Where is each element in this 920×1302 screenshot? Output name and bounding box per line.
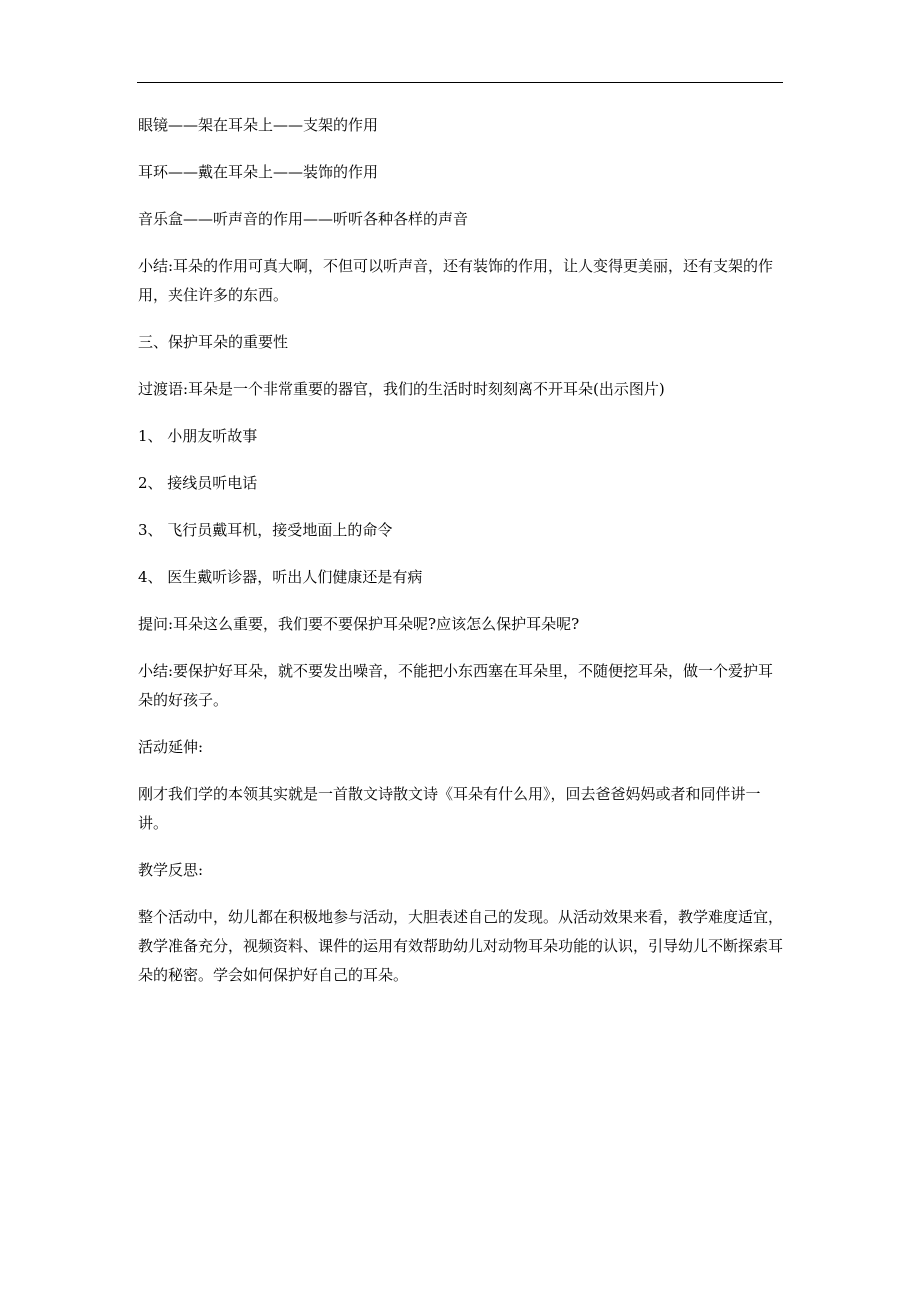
heading-activity-extension: 活动延伸: xyxy=(138,738,204,756)
section-heading-protect-ears: 三、保护耳朵的重要性 xyxy=(138,333,289,351)
paragraph-summary-1: 小结:耳朵的作用可真大啊，不但可以听声音，还有装饰的作用，让人变得更美丽，还有支架的作用，夹住许多的东西。 xyxy=(138,257,774,304)
list-item-2: 2、 接线员听电话 xyxy=(138,474,258,492)
paragraph-extension: 刚才我们学的本领其实就是一首散文诗散文诗《耳朵有什么用》，回去爸爸妈妈或者和同伴讲一讲。 xyxy=(138,785,761,832)
list-item-4: 4、 医生戴听诊器，听出人们健康还是有病 xyxy=(138,568,423,586)
header-rule xyxy=(137,82,783,83)
paragraph-summary-2: 小结:要保护好耳朵，就不要发出噪音，不能把小东西塞在耳朵里，不随便挖耳朵，做一个爱护耳朵的好孩子。 xyxy=(138,662,774,709)
paragraph-question: 提问:耳朵这么重要，我们要不要保护耳朵呢?应该怎么保护耳朵呢? xyxy=(138,615,580,633)
list-item-1: 1、 小朋友听故事 xyxy=(138,427,258,445)
paragraph-earring: 耳环——戴在耳朵上——装饰的作用 xyxy=(138,163,379,181)
paragraph-reflection: 整个活动中，幼儿都在积极地参与活动，大胆表述自己的发现。从活动效果来看，教学难度适宜，教学准备充分，视频资料、课件的运用有效帮助幼儿对动物耳朵功能的认识，引导幼儿不断探索耳朵的秘密。学会如何保护好自己的耳朵。 xyxy=(138,908,784,984)
heading-teaching-reflection: 教学反思: xyxy=(138,861,204,879)
paragraph-transition: 过渡语:耳朵是一个非常重要的器官，我们的生活时时刻刻离不开耳朵(出示图片) xyxy=(138,380,665,398)
paragraph-music-box: 音乐盒——听声音的作用——听听各种各样的声音 xyxy=(138,210,469,228)
paragraph-glasses: 眼镜——架在耳朵上——支架的作用 xyxy=(138,116,379,134)
document-body xyxy=(138,111,784,990)
list-item-3: 3、 飞行员戴耳机，接受地面上的命令 xyxy=(138,521,393,539)
